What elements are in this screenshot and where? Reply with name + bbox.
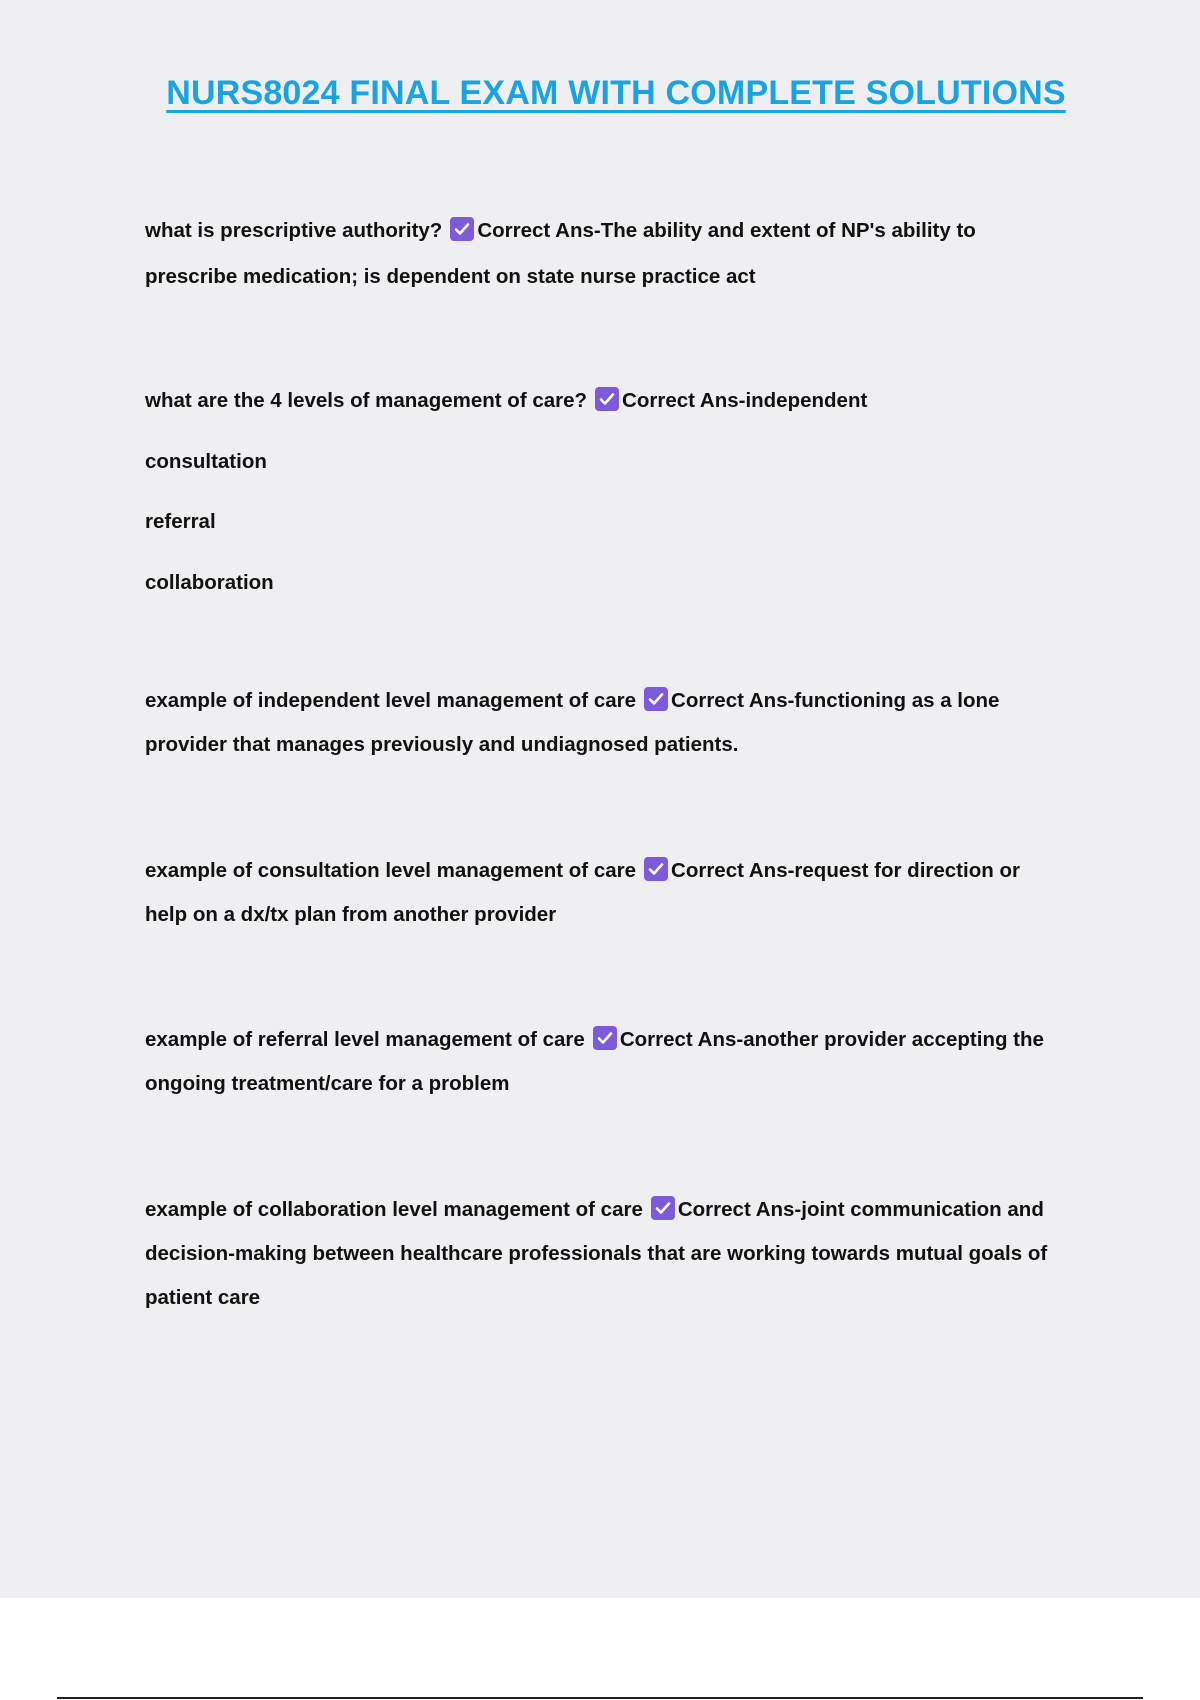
checked-checkbox-icon [593,1026,617,1050]
question-text: example of consultation level management of care [145,859,637,882]
checked-checkbox-icon [450,217,474,241]
question-text: example of independent level management of care [145,689,637,712]
question-text: what is prescriptive authority? [145,219,443,242]
answer-continuation: collaboration [145,570,274,594]
answer-text: Correct Ans-another provider accepting the [619,1028,1044,1051]
answer-continuation: consultation [145,449,267,473]
answer-continuation: decision-making between healthcare professionals that are working towards mutual goals of [145,1242,1048,1265]
qa-item [145,679,1095,767]
question-text: what are the 4 levels of management of care? [145,389,588,412]
qa-item [145,208,1095,300]
checked-checkbox-icon [644,857,668,881]
question-text: example of referral level management of care [145,1028,585,1051]
checked-checkbox-icon [644,687,668,711]
answer-text: Correct Ans-independent [622,389,868,412]
qa-item [145,1018,1095,1106]
qa-item [145,849,1095,937]
answer-text: Correct Ans-joint communication and [677,1198,1044,1221]
answer-continuation: ongoing treatment/care for a problem [145,1072,510,1095]
answer-text: Correct Ans-request for direction or [671,859,1020,882]
footer-divider [57,1697,1143,1699]
checked-checkbox-icon [595,387,619,411]
checked-checkbox-icon [651,1196,675,1220]
question-text: example of collaboration level management of care [145,1198,643,1221]
answer-continuation: patient care [145,1286,261,1309]
answer-text: Correct Ans-The ability and extent of NP's ability to [477,219,976,242]
answer-continuation: prescribe medication; is dependent on state nurse practice act [145,265,756,288]
qa-item [145,371,1095,613]
qa-item [145,1188,1095,1320]
document-title: NURS8024 FINAL EXAM WITH COMPLETE SOLUTIONS [166,74,1066,112]
answer-continuation: help on a dx/tx plan from another provider [145,903,557,926]
answer-text: Correct Ans-functioning as a lone [671,689,1000,712]
answer-continuation: referral [145,510,216,533]
answer-continuation: provider that manages previously and undiagnosed patients. [145,733,739,756]
